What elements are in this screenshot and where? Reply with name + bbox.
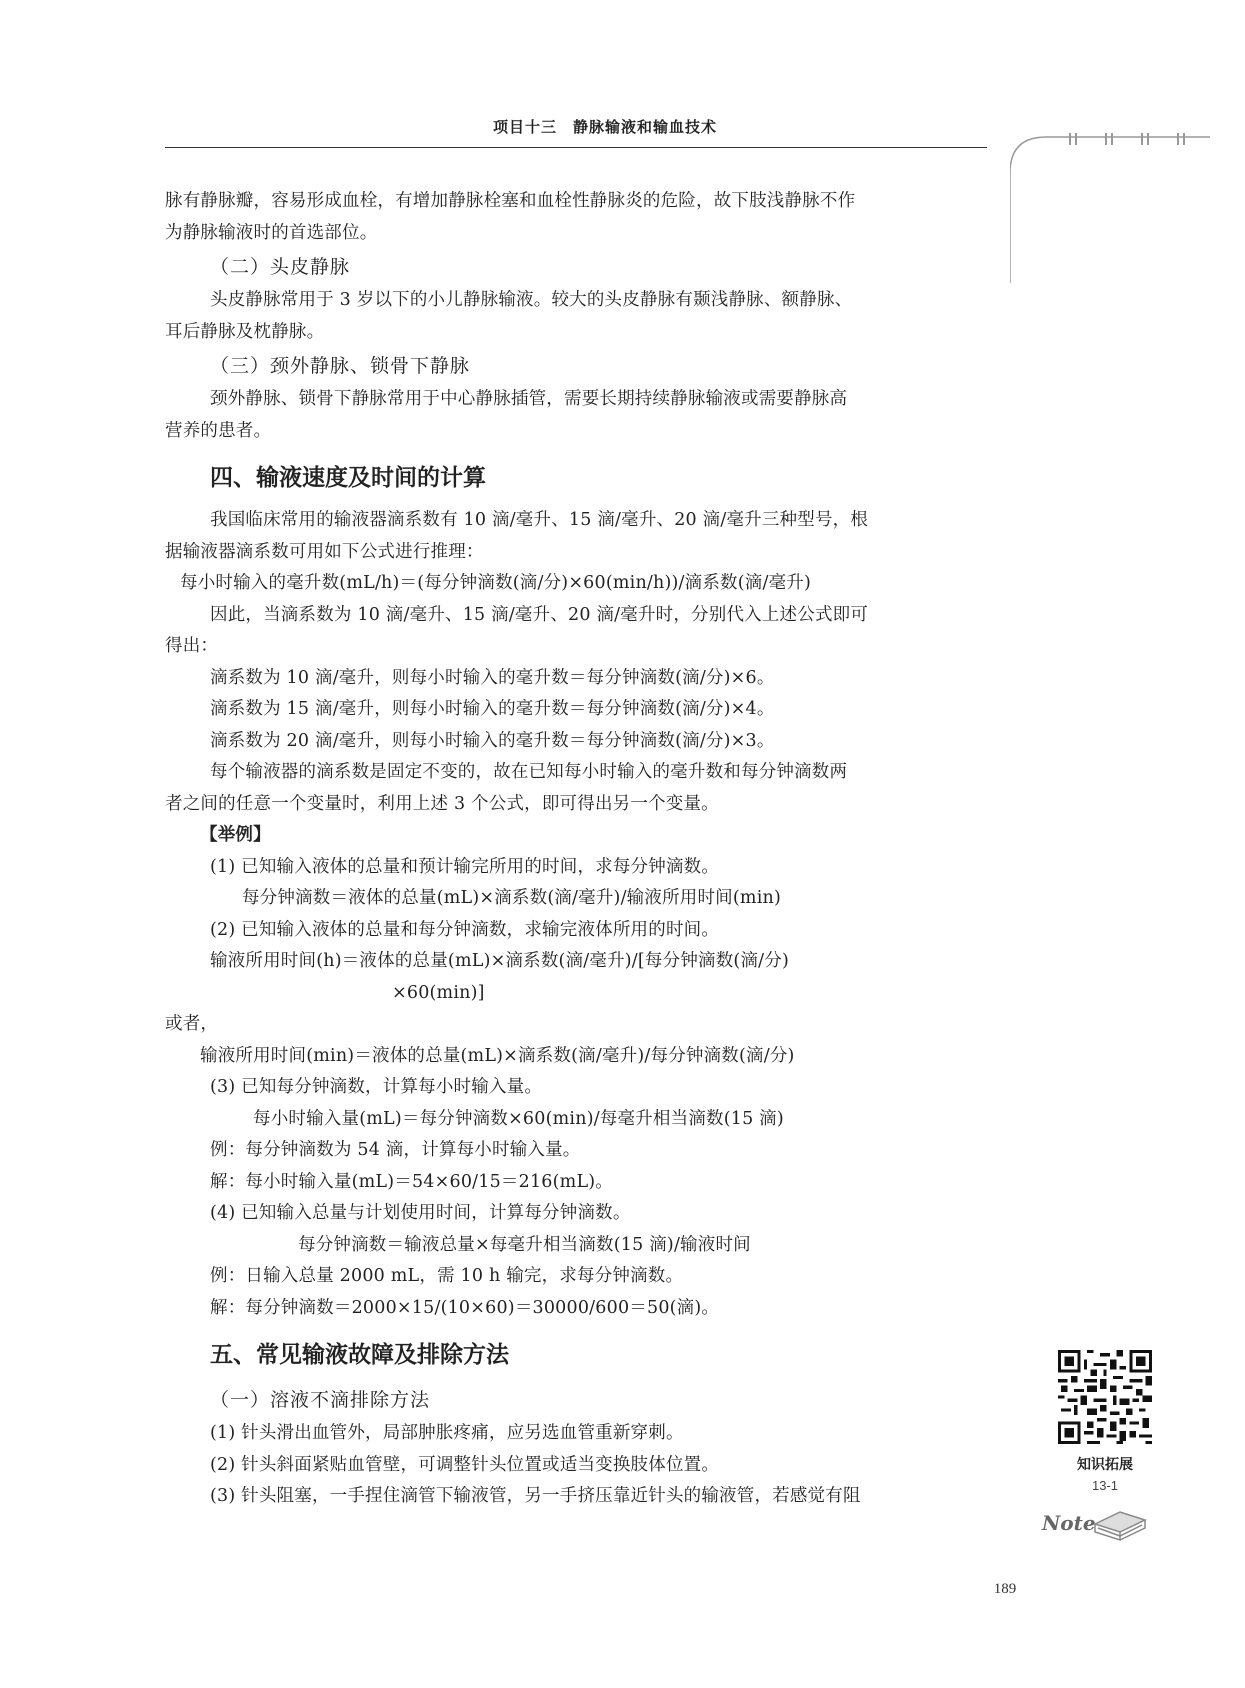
- example-item: (4) 已知输入总量与计划使用时间，计算每分钟滴数。: [210, 1203, 631, 1223]
- formula-line: 滴系数为 20 滴/毫升，则每小时输入的毫升数＝每分钟滴数(滴/分)×3。: [210, 730, 775, 751]
- qr-code-icon[interactable]: [1058, 1350, 1152, 1444]
- paragraph-line: 头皮静脉常用于 3 岁以下的小儿静脉输液。较大的头皮静脉有颞浅静脉、额静脉、: [210, 290, 853, 310]
- paragraph-line: 颈外静脉、锁骨下静脉常用于中心静脉插管，需要长期持续静脉输液或需要静脉高: [210, 389, 848, 409]
- section-heading: 四、输液速度及时间的计算: [210, 465, 486, 491]
- example-question: 例：日输入总量 2000 mL，需 10 h 输完，求每分钟滴数。: [210, 1266, 684, 1286]
- subsection-heading: （一）溶液不滴排除方法: [210, 1389, 431, 1411]
- formula-line: 滴系数为 10 滴/毫升，则每小时输入的毫升数＝每分钟滴数(滴/分)×6。: [210, 667, 775, 688]
- formula-line: 每分钟滴数＝输液总量×每毫升相当滴数(15 滴)/输液时间: [298, 1234, 751, 1255]
- paragraph-line: 脉有静脉瓣，容易形成血栓，有增加静脉栓塞和血栓性静脉炎的危险，故下肢浅静脉不作: [165, 191, 856, 211]
- subsection-heading: （三）颈外静脉、锁骨下静脉: [210, 355, 471, 377]
- example-label: 【举例】: [200, 825, 271, 845]
- example-answer: 解：每小时输入量(mL)＝54×60/15＝216(mL)。: [210, 1171, 614, 1192]
- main-text: [165, 186, 990, 1513]
- paragraph-line: 每个输液器的滴系数是固定不变的，故在已知每小时输入的毫升数和每分钟滴数两: [210, 762, 848, 782]
- running-header: 项目十三 静脉输液和输血技术: [492, 118, 717, 136]
- paragraph-line: 或者，: [165, 1014, 219, 1034]
- example-answer: 解：每分钟滴数＝2000×15/(10×60)＝30000/600＝50(滴)。: [210, 1297, 720, 1318]
- paragraph-line: 者之间的任意一个变量时，利用上述 3 个公式，即可得出另一个变量。: [165, 793, 719, 814]
- paragraph-line: 耳后静脉及枕静脉。: [165, 321, 325, 342]
- formula-line: ×60(min)]: [392, 982, 485, 1003]
- formula-line: 滴系数为 15 滴/毫升，则每小时输入的毫升数＝每分钟滴数(滴/分)×4。: [210, 699, 775, 719]
- note-book-icon: [1040, 1498, 1150, 1546]
- svg-text:Note: Note: [1042, 1511, 1096, 1535]
- header-rule: [165, 147, 987, 148]
- formula-line: 每小时输入量(mL)＝每分钟滴数×60(min)/每毫升相当滴数(15 滴): [253, 1108, 784, 1129]
- list-item: (1) 针头滑出血管外，局部肿胀疼痛，应另选血管重新穿刺。: [210, 1423, 684, 1443]
- example-item: (3) 已知每分钟滴数，计算每小时输入量。: [210, 1077, 543, 1097]
- margin-decoration: [1010, 133, 1210, 283]
- formula-line: 输液所用时间(h)＝液体的总量(mL)×滴系数(滴/毫升)/[每分钟滴数(滴/分): [210, 951, 789, 971]
- paragraph-line: 据输液器滴系数可用如下公式进行推理：: [165, 541, 484, 562]
- example-item: (2) 已知输入液体的总量和每分钟滴数，求输完液体所用的时间。: [210, 919, 720, 940]
- example-item: (1) 已知输入液体的总量和预计输完所用的时间，求每分钟滴数。: [210, 856, 720, 877]
- formula-line: 输液所用时间(min)＝液体的总量(mL)×滴系数(滴/毫升)/每分钟滴数(滴/分): [200, 1045, 795, 1066]
- list-item: (3) 针头阻塞，一手捏住滴管下输液管，另一手挤压靠近针头的输液管，若感觉有阻: [210, 1486, 861, 1506]
- qr-code-number: 13-1: [1091, 1478, 1119, 1493]
- formula-line: 每小时输入的毫升数(mL/h)＝(每分钟滴数(滴/分)×60(min/h))/滴系数(滴/毫升): [180, 573, 812, 593]
- example-question: 例：每分钟滴数为 54 滴，计算每小时输入量。: [210, 1140, 581, 1160]
- formula-line: 每分钟滴数＝液体的总量(mL)×滴系数(滴/毫升)/输液所用时间(min): [242, 888, 781, 908]
- paragraph-line: 得出：: [165, 636, 219, 656]
- list-item: (2) 针头斜面紧贴血管壁，可调整针头位置或适当变换肢体位置。: [210, 1454, 720, 1475]
- subsection-heading: （二）头皮静脉: [210, 256, 351, 278]
- paragraph-line: 我国临床常用的输液器滴系数有 10 滴/毫升、15 滴/毫升、20 滴/毫升三种型号，根: [210, 510, 869, 530]
- paragraph-line: 因此，当滴系数为 10 滴/毫升、15 滴/毫升、20 滴/毫升时，分别代入上述公式即可: [210, 604, 869, 625]
- paragraph-line: 营养的患者。: [165, 420, 272, 441]
- page-number: 189: [993, 1581, 1017, 1597]
- qr-caption: 知识拓展: [1077, 1457, 1133, 1473]
- paragraph-line: 为静脉输液时的首选部位。: [165, 222, 378, 243]
- section-heading: 五、常见输液故障及排除方法: [210, 1342, 509, 1368]
